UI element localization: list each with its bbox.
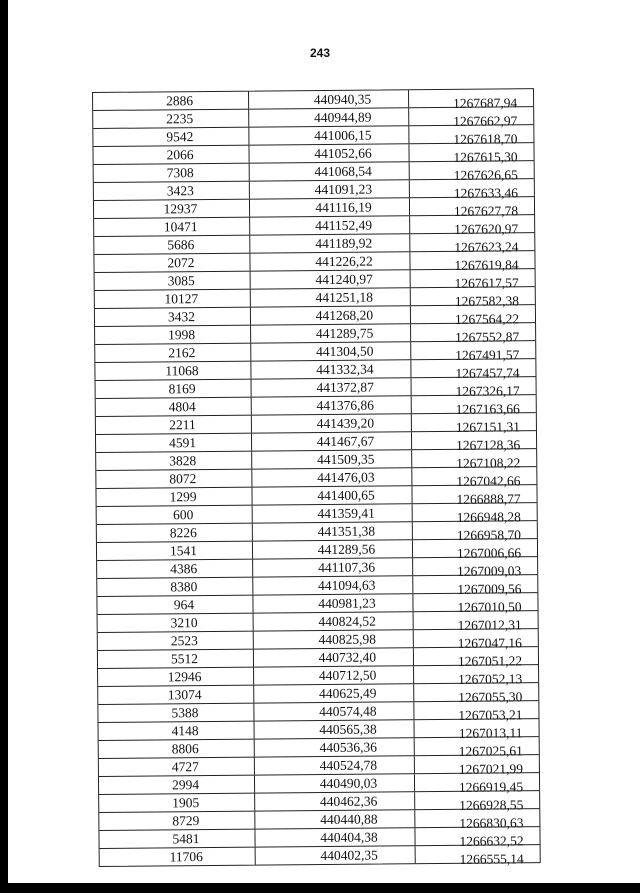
y-coordinate-cell: 1267623,24 <box>454 239 519 255</box>
table-row <box>93 89 533 111</box>
y-coordinate-cell: 1267626,65 <box>453 167 518 183</box>
point-number-cell: 2066 <box>93 146 249 164</box>
y-coordinate-cell: 1266948,28 <box>456 509 521 525</box>
x-coordinate-cell: 441107,36 <box>253 558 413 576</box>
y-coordinate-cell: 1267633,46 <box>453 185 519 201</box>
y-coordinate-cell: 1267615,30 <box>453 149 518 165</box>
x-coordinate-cell: 441094,63 <box>253 576 413 594</box>
y-coordinate-cell: 1266958,70 <box>456 527 522 543</box>
y-coordinate-cell: 1267052,13 <box>458 671 523 687</box>
y-coordinate-cell: 1267128,36 <box>455 437 521 453</box>
x-coordinate-cell: 441116,19 <box>250 198 410 216</box>
y-coordinate-cell: 1267042,66 <box>456 473 521 489</box>
point-number-cell: 4804 <box>96 398 252 416</box>
x-coordinate-cell: 440981,23 <box>253 594 413 612</box>
x-coordinate-cell: 440712,50 <box>254 666 414 684</box>
y-coordinate-cell: 1267619,84 <box>454 257 519 273</box>
point-number-cell: 2162 <box>95 344 251 362</box>
y-coordinate-cell: 1267051,22 <box>457 653 523 669</box>
point-number-cell: 600 <box>97 506 253 524</box>
y-coordinate-cell: 1267617,57 <box>454 275 519 291</box>
x-coordinate-cell: 441006,15 <box>249 126 409 144</box>
point-number-cell: 8226 <box>97 524 253 542</box>
point-number-cell: 2235 <box>93 110 249 128</box>
x-coordinate-cell: 441226,22 <box>250 252 410 270</box>
y-coordinate-cell: 1267021,99 <box>458 761 524 777</box>
y-coordinate-cell: 1266888,77 <box>456 491 521 507</box>
x-coordinate-cell: 440524,78 <box>255 756 415 774</box>
y-coordinate-cell: 1267009,56 <box>457 581 522 597</box>
scan-edge-bottom <box>0 883 640 893</box>
point-number-cell: 2211 <box>96 416 252 434</box>
point-number-cell: 3828 <box>96 452 252 470</box>
x-coordinate-cell: 441400,65 <box>252 486 412 504</box>
x-coordinate-cell: 440565,38 <box>255 720 415 738</box>
y-coordinate-cell: 1267009,03 <box>457 563 522 579</box>
x-coordinate-cell: 441372,87 <box>252 378 412 396</box>
y-coordinate-cell: 1267012,31 <box>457 617 522 633</box>
point-number-cell: 5686 <box>94 236 250 254</box>
x-coordinate-cell: 441351,38 <box>253 522 413 540</box>
point-number-cell: 4727 <box>99 758 255 776</box>
x-coordinate-cell: 441359,41 <box>253 504 413 522</box>
point-number-cell: 3432 <box>95 308 251 326</box>
x-coordinate-cell: 440940,35 <box>249 90 409 108</box>
x-coordinate-cell: 440824,52 <box>254 612 414 630</box>
y-coordinate-cell: 1266632,52 <box>459 833 524 849</box>
x-coordinate-cell: 441332,34 <box>251 360 411 378</box>
x-coordinate-cell: 441467,67 <box>252 432 412 450</box>
x-coordinate-cell: 440825,98 <box>254 630 414 648</box>
point-number-cell: 8380 <box>97 578 253 596</box>
point-number-cell: 8806 <box>99 740 255 758</box>
y-coordinate-cell: 1267013,11 <box>458 725 523 741</box>
point-number-cell: 4386 <box>97 560 253 578</box>
y-coordinate-cell: 1267047,16 <box>457 635 522 651</box>
x-coordinate-cell: 441476,03 <box>252 468 412 486</box>
scan-edge-left <box>0 0 8 893</box>
x-coordinate-cell: 440732,40 <box>254 648 414 666</box>
x-coordinate-cell: 441189,92 <box>250 234 410 252</box>
x-coordinate-cell: 440625,49 <box>254 684 414 702</box>
x-coordinate-cell: 441289,75 <box>251 324 411 342</box>
y-coordinate-cell: 1267010,50 <box>457 599 522 615</box>
x-coordinate-cell: 441091,23 <box>250 180 410 198</box>
x-coordinate-cell: 441152,49 <box>250 216 410 234</box>
point-number-cell: 8072 <box>96 470 252 488</box>
point-number-cell: 11068 <box>95 362 251 380</box>
y-coordinate-cell: 1267552,87 <box>455 329 520 345</box>
x-coordinate-cell: 441509,35 <box>252 450 412 468</box>
point-number-cell: 13074 <box>98 686 254 704</box>
x-coordinate-cell: 441251,18 <box>251 288 411 306</box>
x-coordinate-cell: 440944,89 <box>249 108 409 126</box>
point-number-cell: 12946 <box>98 668 254 686</box>
y-coordinate-cell: 1267582,38 <box>454 293 519 309</box>
x-coordinate-cell: 441304,50 <box>251 342 411 360</box>
x-coordinate-cell: 440440,88 <box>255 810 415 828</box>
x-coordinate-cell: 441052,66 <box>249 144 409 162</box>
y-coordinate-cell: 1267457,74 <box>455 365 520 381</box>
point-number-cell: 7308 <box>94 164 250 182</box>
point-number-cell: 10471 <box>94 218 250 236</box>
point-number-cell: 2072 <box>94 254 250 272</box>
point-number-cell: 3210 <box>98 614 254 632</box>
x-coordinate-cell: 440490,03 <box>255 774 415 792</box>
point-number-cell: 9542 <box>93 128 249 146</box>
y-coordinate-cell: 1267326,17 <box>455 383 520 399</box>
x-coordinate-cell: 440462,36 <box>255 792 415 810</box>
x-coordinate-cell: 440402,35 <box>256 846 416 864</box>
y-coordinate-cell: 1267564,22 <box>454 311 520 327</box>
point-number-cell: 1905 <box>99 794 255 812</box>
x-coordinate-cell: 441240,97 <box>251 270 411 288</box>
point-number-cell: 4591 <box>96 434 252 452</box>
point-number-cell: 11706 <box>100 848 256 866</box>
y-coordinate-cell: 1267491,57 <box>455 347 520 363</box>
point-number-cell: 5388 <box>98 704 254 722</box>
point-number-cell: 1541 <box>97 542 253 560</box>
y-coordinate-cell: 1266830,63 <box>459 815 524 831</box>
point-number-cell: 964 <box>97 596 253 614</box>
y-coordinate-cell: 1267662,97 <box>453 113 518 129</box>
x-coordinate-cell: 440536,36 <box>255 738 415 756</box>
y-coordinate-cell: 1267053,21 <box>458 707 523 723</box>
x-coordinate-cell: 440574,48 <box>254 702 414 720</box>
point-number-cell: 3085 <box>95 272 251 290</box>
y-coordinate-cell: 1266919,45 <box>458 779 524 795</box>
point-number-cell: 1299 <box>96 488 252 506</box>
point-number-cell: 12937 <box>94 200 250 218</box>
x-coordinate-cell: 441376,86 <box>252 396 412 414</box>
x-coordinate-cell: 440404,38 <box>255 828 415 846</box>
page-number: 243 <box>309 46 331 60</box>
point-number-cell: 1998 <box>95 326 251 344</box>
y-coordinate-cell: 1267687,94 <box>452 95 518 111</box>
y-coordinate-cell: 1267025,61 <box>458 743 523 759</box>
point-number-cell: 3423 <box>94 182 250 200</box>
y-coordinate-cell: 1267627,78 <box>453 203 519 219</box>
y-coordinate-cell: 1266555,14 <box>459 851 524 867</box>
point-number-cell: 5512 <box>98 650 254 668</box>
x-coordinate-cell: 441439,20 <box>252 414 412 432</box>
x-coordinate-cell: 441068,54 <box>250 162 410 180</box>
y-coordinate-cell: 1267055,30 <box>458 689 523 705</box>
point-number-cell: 8169 <box>96 380 252 398</box>
y-coordinate-cell: 1266928,55 <box>459 797 524 813</box>
y-coordinate-cell: 1267151,31 <box>455 419 521 435</box>
point-number-cell: 4148 <box>99 722 255 740</box>
point-number-cell: 2886 <box>93 92 249 110</box>
x-coordinate-cell: 441289,56 <box>253 540 413 558</box>
point-number-cell: 8729 <box>99 812 255 830</box>
y-coordinate-cell: 1267163,66 <box>455 401 520 417</box>
point-number-cell: 2523 <box>98 632 254 650</box>
point-number-cell: 10127 <box>95 290 251 308</box>
y-coordinate-cell: 1267618,70 <box>453 131 518 147</box>
y-coordinate-cell: 1267108,22 <box>456 455 521 471</box>
point-number-cell: 5481 <box>99 830 255 848</box>
point-number-cell: 2994 <box>99 776 255 794</box>
coordinates-table <box>92 88 541 867</box>
y-coordinate-cell: 1267006,66 <box>456 545 522 561</box>
x-coordinate-cell: 441268,20 <box>251 306 411 324</box>
y-coordinate-cell: 1267620,97 <box>454 221 519 237</box>
